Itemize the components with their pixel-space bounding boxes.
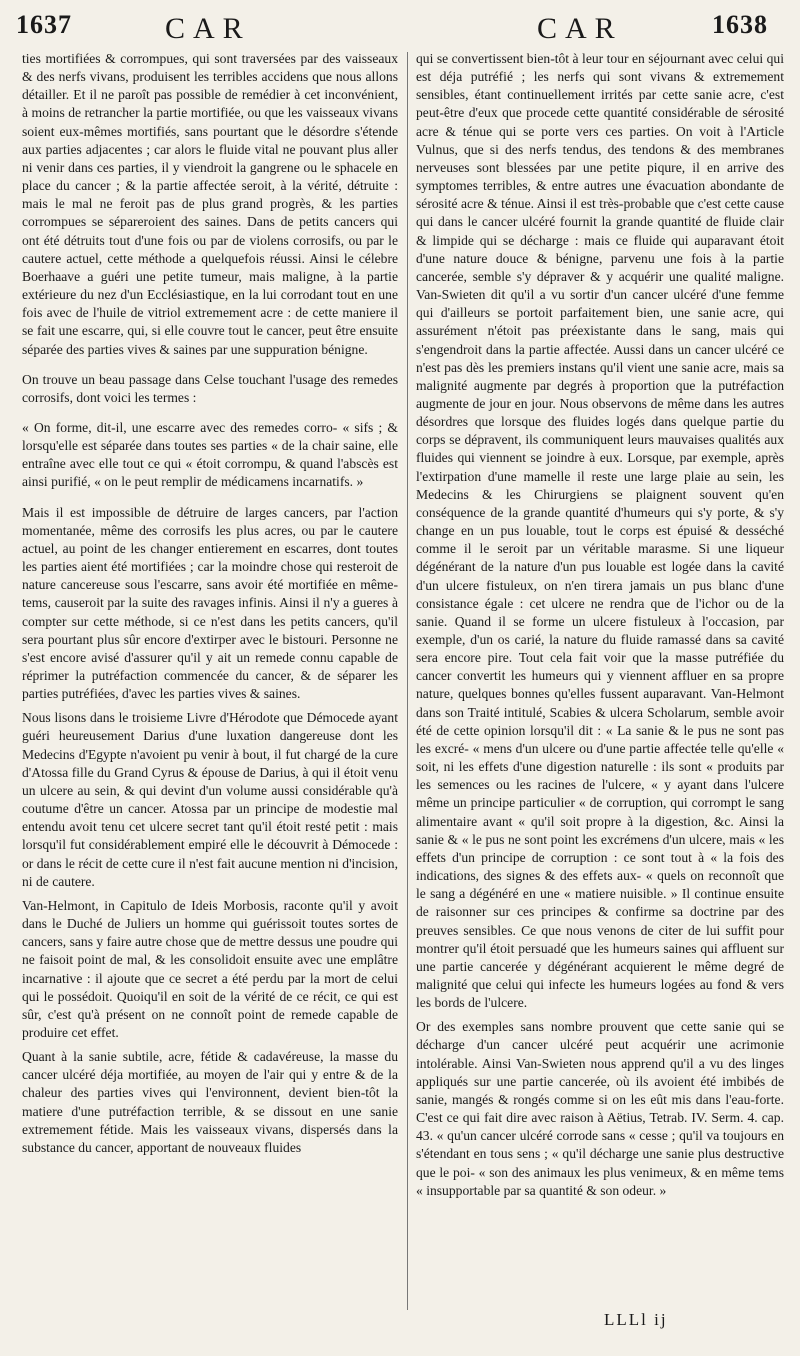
running-head-left: CAR <box>165 12 251 45</box>
paragraph: qui se convertissent bien-tôt à leur tour en séjournant avec celui qui est déja putréfié ; les nerfs qui sont vivans & extremement sensibles, étant continuellement irrités par cette sanie acre, c'est peut-être d'eux que procede cette quantité considérable de sérosité acre & ténue qui se porte vers ces parties. On voit à l'Article Vulnus, que si des nerfs tendus, des tendons & des membranes nerveuses sont blessées par une petite piqure, il en arrive des symptomes terribles, & entre autres une évacuation abondante de sérosité acre & ténue. Ainsi il est très-probable que c'est cette cause qui dans le cancer ulcéré fournit la grande quantité de fluide clair & limpide qui se décharge : mais ce fluide qui auparavant étoit d'une nature douce & bénigne, parvenu une fois à la partie cancerée, semble s'y dépraver & y acquérir une qualité maligne. Van-Swieten dit qu'il a vu sortir d'un cancer ulcéré d'une femme qui d'ailleurs se portoit parfaitement bien, une sanie acre, qui assurément n'étoit pas préexistante dans le sang, mais qui s'engendroit dans la partie affectée. Aussi dans un cancer ulcéré ce n'est pas dès les premiers instans qu'il vient une sanie acre, mais sa malignité augmente par degrés à proportion que la putréfaction augmente de jour en jour. Nous observons de même dans les autres désordres que lorsque des fluides logés dans quelque partie du corps se dépravent, ils communiquent leurs mauvaises qualités aux fluides qui viennent se joindre à eux. Lorsque, par exemple, après l'extirpation d'une mamelle il reste une large plaie au sein, les Medecins & les Chirurgiens se plaignent souvent qu'en conséquence de la grande quantité d'humeurs qui s'y porte, & s'y change en un pus louable, tout le corps est épuisé & desséché comme il le seroit par un véritable marasme. Si une liqueur dégénérant de la nature d'un pus louable est logée dans la cavité d'un ulcere fistuleux, on n'en tirera jamais un pus blanc d'une consistance égale : cet ulcere ne rendra que de l'ichor ou de la sanie. Quand il se forme un ulcere fistuleux à l'occasion, par exemple, d'un os carié, la nature du fluide ramassé dans sa cavité sera encore pire. Tout cela fait voir que la masse putréfiée du cancer convertit les humeurs qui y viennent affluer en sa propre nature, quelques bonnes qu'elles fussent auparavant. Van-Helmont dans son Traité intitulé, Scabies & ulcera Scholarum, semble avoir été de cette opinion lorsqu'il dit : « La sanie & le pus ne sont pas les excré- « mens d'un ulcere ou d'une partie affectée telle qu'elle « soit, ni les effets d'une digestion naturelle : ils sont « produits par les semences ou les racines de l'ulcere, « y ayant dans l'ulcere même un principe particulier « de corruption, qui corrompt le sang alimentaire avant « qu'il soit propre à la digestion, &c. Ainsi la sanie & « le pus ne sont point les excrémens d'un ulcere, mais « les effets d'un principe de corruption : ce sont tout à « la fois des indications, des signes & des effets aux- « quels on reconnoît que le sang a dégénéré en une « matiere nuisible. » Il continue ensuite de raisonner sur ces principes & confirme sa doctrine par des preuves sensibles. Ce que nous venons de citer de lui suffit pour montrer qu'il étoit persuadé que les humeurs saines qui affluent sur une partie cancerée y dégénérant acquierent le même degré de malignité que celui qui infecte les humeurs logées au fond & vers les bords de l'ulcere. <box>416 51 784 1011</box>
signature-mark: LLLl ij <box>604 1310 668 1329</box>
left-column <box>22 50 398 1312</box>
paragraph: ties mortifiées & corrompues, qui sont traversées par des vaisseaux & des nerfs vivans, produisent les terribles accidens que nous allons détailler. Et il ne paroît pas possible de remédier à cet inconvénient, à moins de retrancher la partie mortifiée, ou que les vaisseaux vivans soient eux-mêmes mortifiés, sans pourtant que le désordre s'étende aux parties adjacentes ; car alors le fluide vital ne pouvant plus aller ni venir dans ces parties, il y viendroit la gangrene ou le sphacele en place du cancer ; & la partie affectée seroit, à la vérité, détruite : mais le mal ne feroit pas de plus grand progrès, & les parties corrompues se sépareroient des saines. Dans de petits cancers qui ont été détruits tout d'une fois ou par de violens corrosifs, ou par le cautere actuel, cette méthode a quelquefois réussi. Ainsi le célebre Boerhaave a guéri une petite tumeur, mais maligne, à la partie extérieure du nez d'un Ecclésiastique, en la lui corrodant tout en une fois avec de l'huile de vitriol extremement acre : de cette maniere il se fait une escarre, qui, si elle couvre tout le cancer, peut être ensuite séparée des parties vives & saines par une suppuration bénigne. <box>22 51 398 357</box>
paragraph: On trouve un beau passage dans Celse touchant l'usage des remedes corrosifs, dont voici les termes : <box>22 371 398 405</box>
page-number-right: 1638 <box>712 10 768 39</box>
running-head-right: CAR <box>537 12 623 45</box>
page-number-left: 1637 <box>16 10 72 39</box>
paragraph: Quant à la sanie subtile, acre, fétide & cadavéreuse, la masse du cancer ulcéré déja mortifiée, au moyen de l'air qui y entre & de la chaleur des parties vives qui l'environnent, devient bien-tôt la matiere d'une putréfaction terrible, & se dissout en une sanie extremement fétide. Mais les vaisseaux vivans, dispersés dans la substance du cancer, apportant de nouveaux fluides <box>22 1049 398 1155</box>
right-column <box>416 50 784 1312</box>
paragraph: Nous lisons dans le troisieme Livre d'Hérodote que Démocede ayant guéri heureusement Darius d'une luxation dangereuse dont les Medecins d'Egypte n'avoient pu venir à bout, il fut chargé de la cure d'Atossa fille du Grand Cyrus & épouse de Darius, à qui il étoit venu un ulcere au sein, & qui devint d'un volume aussi considérable qu'à coutume d'être un cancer. Atossa par un principe de modestie mal entendu avoit tenu cet ulcere secret tant qu'il étoit resté petit : mais lorsqu'il fut considérablement empiré elle le découvrit à Démocede : or dans le récit de cette cure il n'est fait aucune mention ni d'incision, ni de cautere. <box>22 710 398 889</box>
paragraph: Mais il est impossible de détruire de larges cancers, par l'action momentanée, même des corrosifs les plus acres, ou par le cautere actuel, au point de les changer entierement en escarres, dont toutes les parties aient été mortifiées ; car la moindre chose qui resteroit de nature cancereuse sous l'escarre, sans avoir été mortifiée en même-tems, causeroit par la suite des ravages infinis. Ainsi il n'y a gueres à compter sur cette méthode, si ce n'est dans les petits cancers, qu'il sera pourtant plus sûr encore d'extirper avec le bistouri. Personne ne s'est encore avisé d'assurer qu'il y ait un remede connu capable de réprimer la putréfaction commencée du cancer, & de séparer les parties putréfiées, d'avec les parties vives & saines. <box>22 504 398 702</box>
column-rule <box>407 52 408 1310</box>
paragraph: Van-Helmont, in Capitulo de Ideis Morbosis, raconte qu'il y avoit dans le Duché de Juliers un homme qui guérissoit toutes sortes de cancers, sans y faire autre chose que de mettre dessus une poudre qui ne faisoit point de mal, & les consolidoit ensuite avec une emplâtre incarnative : il ajoute que ce secret a été perdu par la mort de celui qui le possédoit. Quoiqu'il en soit de la vérité de ce récit, ce qui est sûr, c'est qu'à présent on ne connoît point de remede capable de produire cet effet. <box>22 897 398 1040</box>
paragraph: Or des exemples sans nombre prouvent que cette sanie qui se décharge d'un cancer ulcéré peut acquérir une acrimonie intolérable. Ainsi Van-Swieten nous apprend qu'il a vu des linges appliqués sur une partie cancerée, où ils avoient été imbibés de sanie, mangés & rongés comme si on les eût mis dans l'eau-forte. C'est ce qui fait dire avec raison à Aëtius, Tetrab. IV. Serm. 4. cap. 43. « qu'un cancer ulcéré corrode sans « cesse ; qu'il va toujours en s'étendant en tous sens ; « qu'il décharge une sanie plus destructive que le poi- « son des animaux les plus venimeux, & en même tems « insupportable par sa quantité & son odeur. » <box>416 1019 784 1198</box>
quotation: « On forme, dit-il, une escarre avec des remedes corro- « sifs ; & lorsqu'elle est séparée dans toutes ses parties « de la chair saine, elle entraîne avec elle tout ce qui « étoit corrompu, & quand l'abscès est ainsi purifié, « on le peut remplir de médicamens incarnatifs. » <box>22 419 398 490</box>
